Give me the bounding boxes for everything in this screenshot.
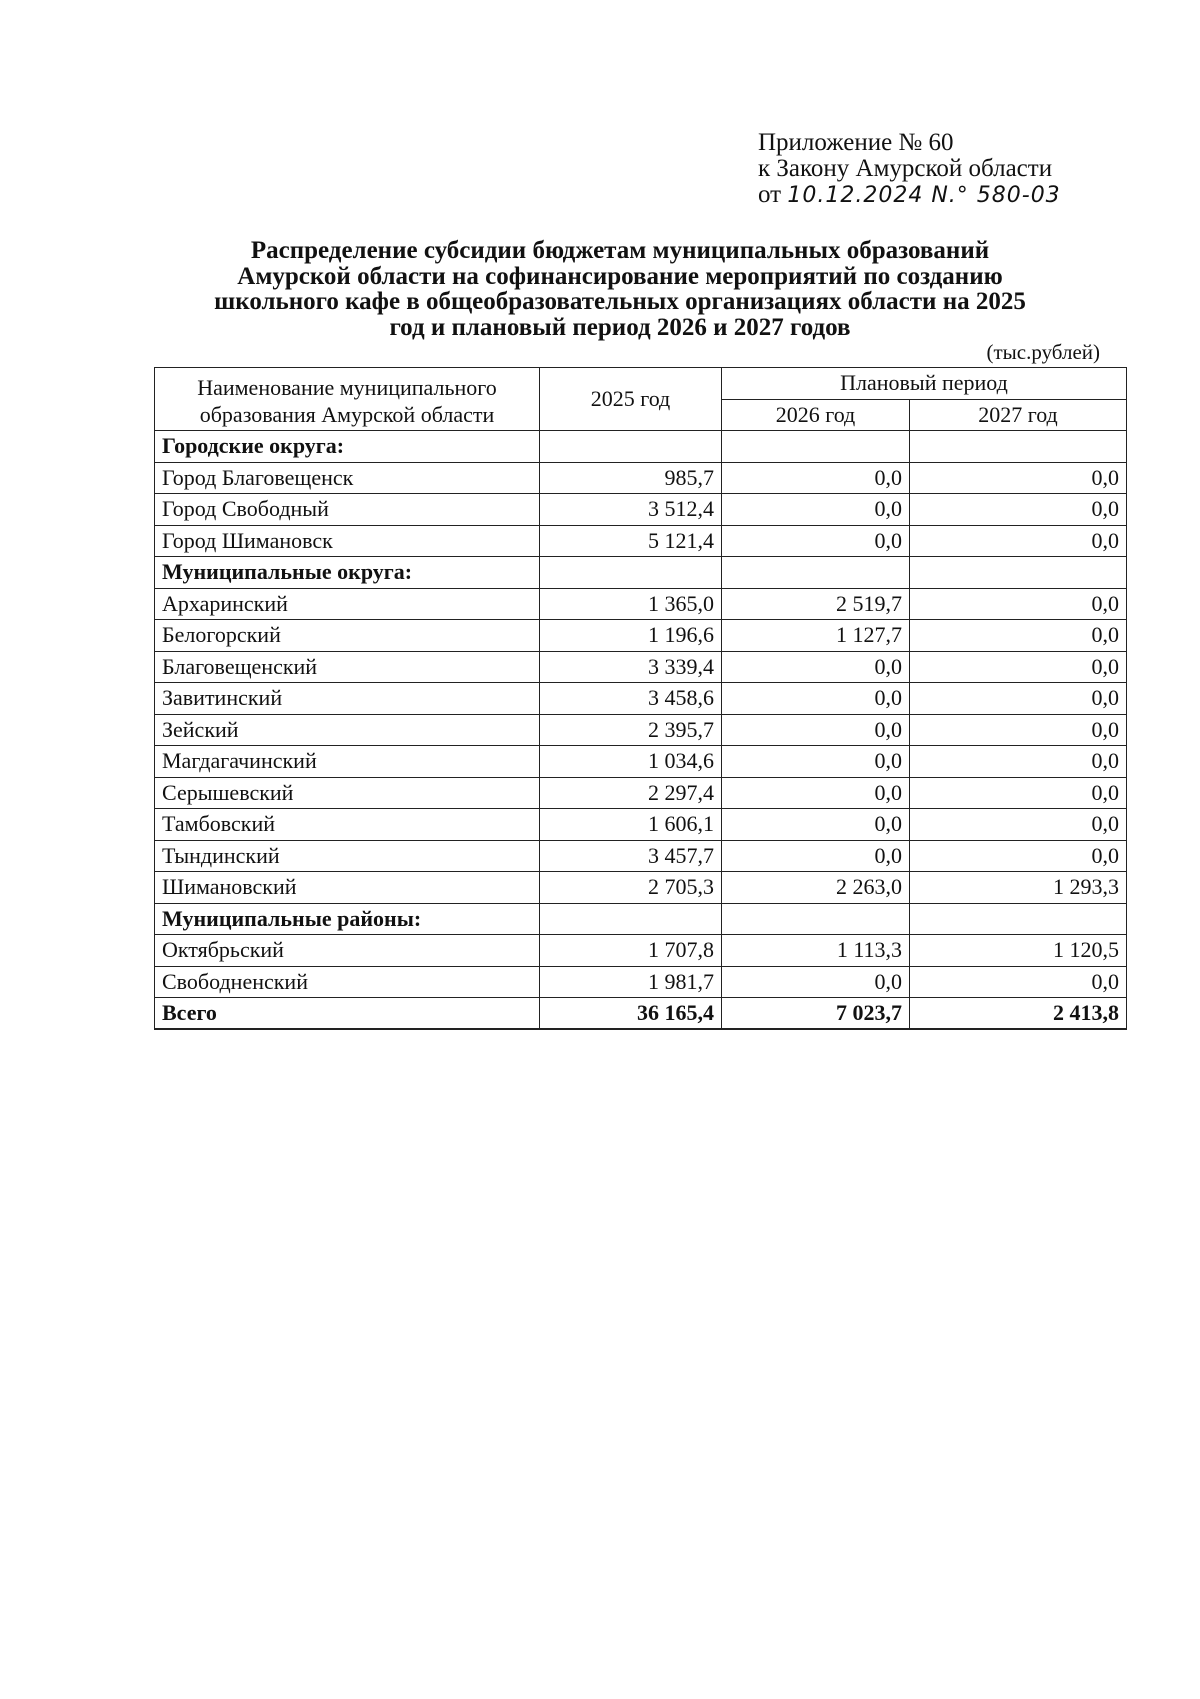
- value-2026-cell: 0,0: [722, 809, 910, 841]
- value-2025-cell: [540, 903, 722, 935]
- appendix-date-line: [758, 182, 1061, 209]
- value-2026-cell: 0,0: [722, 714, 910, 746]
- value-2026-cell: 0,0: [722, 462, 910, 494]
- table-row: [155, 651, 1127, 683]
- units-label: (тыс.рублей): [986, 340, 1100, 364]
- value-2026-cell: 1 113,3: [722, 935, 910, 967]
- value-2026-cell: 1 127,7: [722, 620, 910, 652]
- header-planned-period: Плановый период: [722, 368, 1127, 400]
- value-2026-cell: [722, 557, 910, 589]
- value-2027-cell: 0,0: [910, 966, 1127, 998]
- table-row: [155, 777, 1127, 809]
- value-2027-cell: 0,0: [910, 588, 1127, 620]
- title-line-3: школьного кафе в общеобразовательных организациях области на 2025: [214, 288, 1026, 315]
- municipality-cell: Город Шимановск: [155, 525, 540, 557]
- value-2025-cell: 36 165,4: [540, 998, 722, 1030]
- value-2026-cell: 0,0: [722, 525, 910, 557]
- table-row: [155, 714, 1127, 746]
- table-row: [155, 872, 1127, 904]
- header-municipality-line-2: образования Амурской области: [199, 401, 495, 427]
- municipality-cell: Белогорский: [155, 620, 540, 652]
- value-2027-cell: 0,0: [910, 620, 1127, 652]
- header-2026: 2026 год: [722, 399, 910, 431]
- table-row: [155, 494, 1127, 526]
- value-2026-cell: 2 263,0: [722, 872, 910, 904]
- municipality-cell: Архаринский: [155, 588, 540, 620]
- value-2027-cell: 0,0: [910, 651, 1127, 683]
- value-2027-cell: 1 120,5: [910, 935, 1127, 967]
- value-2025-cell: 3 457,7: [540, 840, 722, 872]
- value-2025-cell: [540, 431, 722, 463]
- value-2025-cell: 5 121,4: [540, 525, 722, 557]
- table-body: [155, 431, 1127, 1030]
- value-2027-cell: 0,0: [910, 525, 1127, 557]
- document-title: [150, 238, 1090, 340]
- municipality-cell: Свободненский: [155, 966, 540, 998]
- group-header-row: [155, 557, 1127, 589]
- municipality-cell: Муниципальные округа:: [155, 557, 540, 589]
- value-2025-cell: 3 339,4: [540, 651, 722, 683]
- value-2025-cell: 985,7: [540, 462, 722, 494]
- value-2025-cell: 2 395,7: [540, 714, 722, 746]
- title-line-1: Распределение субсидии бюджетам муниципальных образований: [250, 237, 990, 264]
- value-2027-cell: 0,0: [910, 809, 1127, 841]
- table-row: [155, 840, 1127, 872]
- table-row: [155, 809, 1127, 841]
- municipality-cell: Шимановский: [155, 872, 540, 904]
- value-2027-cell: 0,0: [910, 494, 1127, 526]
- appendix-header: [758, 130, 1061, 209]
- value-2026-cell: [722, 903, 910, 935]
- table-row: [155, 525, 1127, 557]
- municipality-cell: Городские округа:: [155, 431, 540, 463]
- table-row: [155, 588, 1127, 620]
- value-2025-cell: [540, 557, 722, 589]
- value-2026-cell: 0,0: [722, 683, 910, 715]
- appendix-law-reference: к Закону Амурской области: [758, 155, 1053, 182]
- value-2025-cell: 1 606,1: [540, 809, 722, 841]
- table-row: [155, 683, 1127, 715]
- value-2025-cell: 3 512,4: [540, 494, 722, 526]
- municipality-cell: Октябрьский: [155, 935, 540, 967]
- header-municipality-line-1: Наименование муниципального: [197, 374, 497, 400]
- table-row: [155, 462, 1127, 494]
- value-2027-cell: 2 413,8: [910, 998, 1127, 1030]
- value-2025-cell: 3 458,6: [540, 683, 722, 715]
- table-row: [155, 966, 1127, 998]
- value-2026-cell: 0,0: [722, 651, 910, 683]
- municipality-cell: Благовещенский: [155, 651, 540, 683]
- value-2027-cell: 0,0: [910, 683, 1127, 715]
- value-2026-cell: [722, 431, 910, 463]
- value-2026-cell: 0,0: [722, 746, 910, 778]
- title-line-4: год и плановый период 2026 и 2027 годов: [389, 313, 851, 341]
- handwritten-date-number: 10.12.2024 N.° 580-03: [787, 183, 1061, 208]
- group-header-row: [155, 431, 1127, 463]
- municipality-cell: Серышевский: [155, 777, 540, 809]
- appendix-date-prefix: от: [758, 181, 788, 208]
- header-2025: 2025 год: [540, 368, 722, 431]
- value-2027-cell: [910, 431, 1127, 463]
- header-2027: 2027 год: [910, 399, 1127, 431]
- title-line-2: Амурской области на софинансирование мероприятий по созданию: [237, 262, 1003, 290]
- municipality-cell: Всего: [155, 998, 540, 1030]
- value-2025-cell: 1 034,6: [540, 746, 722, 778]
- value-2025-cell: 1 981,7: [540, 966, 722, 998]
- value-2027-cell: 0,0: [910, 840, 1127, 872]
- header-municipality: [155, 368, 540, 431]
- value-2026-cell: 7 023,7: [722, 998, 910, 1030]
- municipality-cell: Зейский: [155, 714, 540, 746]
- municipality-cell: Муниципальные районы:: [155, 903, 540, 935]
- value-2027-cell: 0,0: [910, 462, 1127, 494]
- subsidy-table: [154, 367, 1127, 1030]
- value-2025-cell: 2 705,3: [540, 872, 722, 904]
- municipality-cell: Тындинский: [155, 840, 540, 872]
- value-2025-cell: 1 707,8: [540, 935, 722, 967]
- table-row: [155, 746, 1127, 778]
- total-row: [155, 998, 1127, 1030]
- value-2027-cell: 1 293,3: [910, 872, 1127, 904]
- group-header-row: [155, 903, 1127, 935]
- value-2026-cell: 0,0: [722, 777, 910, 809]
- value-2027-cell: 0,0: [910, 746, 1127, 778]
- table-row: [155, 620, 1127, 652]
- value-2027-cell: 0,0: [910, 777, 1127, 809]
- municipality-cell: Тамбовский: [155, 809, 540, 841]
- municipality-cell: Завитинский: [155, 683, 540, 715]
- value-2026-cell: 0,0: [722, 494, 910, 526]
- table-row: [155, 935, 1127, 967]
- value-2025-cell: 1 196,6: [540, 620, 722, 652]
- value-2027-cell: [910, 903, 1127, 935]
- value-2025-cell: 1 365,0: [540, 588, 722, 620]
- value-2026-cell: 0,0: [722, 840, 910, 872]
- municipality-cell: Магдагачинский: [155, 746, 540, 778]
- appendix-number: Приложение № 60: [758, 129, 954, 156]
- municipality-cell: Город Свободный: [155, 494, 540, 526]
- municipality-cell: Город Благовещенск: [155, 462, 540, 494]
- value-2026-cell: 0,0: [722, 966, 910, 998]
- value-2026-cell: 2 519,7: [722, 588, 910, 620]
- value-2025-cell: 2 297,4: [540, 777, 722, 809]
- value-2027-cell: 0,0: [910, 714, 1127, 746]
- value-2027-cell: [910, 557, 1127, 589]
